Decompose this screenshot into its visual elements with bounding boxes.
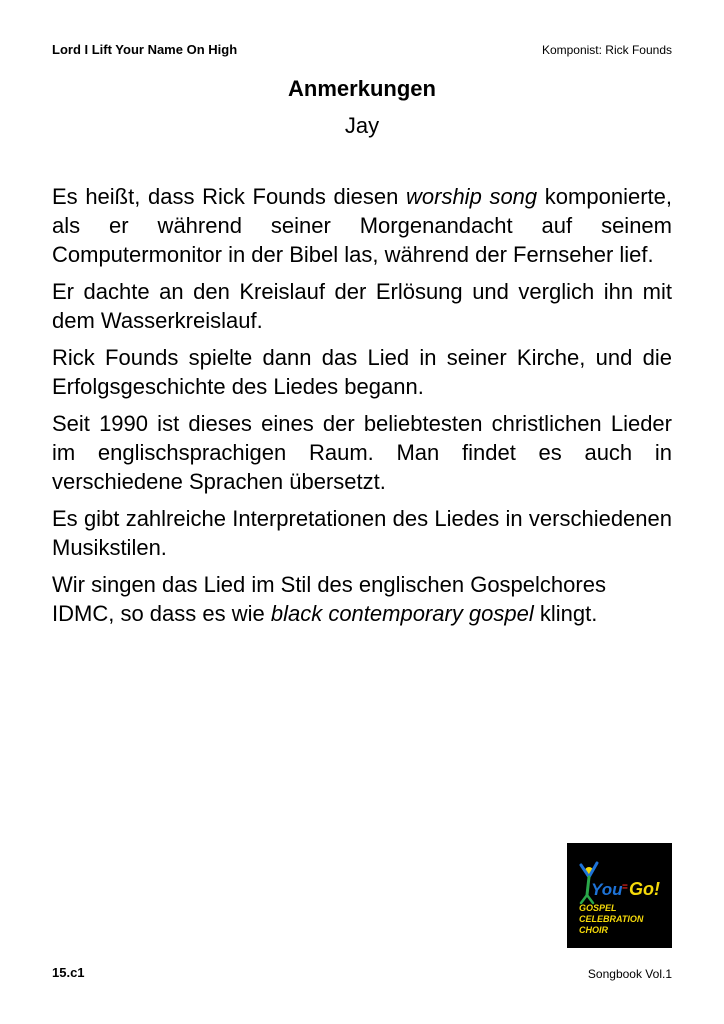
paragraph-5: Es gibt zahlreiche Interpretationen des Liedes in verschiedenen Musikstilen. <box>52 506 672 560</box>
svg-text:Go!: Go! <box>629 879 660 899</box>
svg-text:CELEBRATION: CELEBRATION <box>579 914 644 924</box>
svg-text:CHOIR: CHOIR <box>579 925 608 935</box>
author-name: Jay <box>344 113 380 138</box>
svg-text:GOSPEL: GOSPEL <box>579 903 617 913</box>
paragraph-6-emphasis: black contemporary gospel <box>270 601 534 626</box>
paragraph-4: Seit 1990 ist dieses eines der beliebtesten christlichen Lieder im englischsprachigen Raum. Man findet es auch in verschiedene Sprachen übersetzt. <box>52 411 672 494</box>
paragraph-2: Er dachte an den Kreislauf der Erlösung und verglich ihn mit dem Wasserkreislauf. <box>52 279 672 333</box>
logo-graphic <box>567 843 672 948</box>
song-title: Lord I Lift Your Name On High <box>52 42 238 57</box>
page-number: 15.c1 <box>52 965 85 980</box>
svg-text:=: = <box>622 882 628 893</box>
paragraph-6-text-a: Wir singen das Lied im Stil des englischen Gospelchores IDMC, so dass es wie <box>52 572 606 626</box>
paragraph-1-emphasis: worship song <box>406 184 538 209</box>
notes-body <box>52 182 672 636</box>
page-heading: Anmerkungen <box>288 76 436 101</box>
paragraph-6 <box>52 570 672 628</box>
songbook-label: Songbook Vol.1 <box>587 967 672 981</box>
gospel-choir-logo <box>567 843 672 948</box>
svg-text:You: You <box>591 880 623 899</box>
paragraph-3: Rick Founds spielte dann das Lied in seiner Kirche, und die Erfolgsgeschichte des Liedes begann. <box>52 345 672 399</box>
composer-credit: Komponist: Rick Founds <box>541 43 672 57</box>
paragraph-6-text-b: klingt. <box>533 601 598 626</box>
paragraph-1-text-b: komponierte, als er während seiner Morgenandacht auf seinem Computermonitor in der Bibel las, während der Fernseher lief. <box>52 184 672 267</box>
paragraph-1 <box>52 182 672 269</box>
paragraph-1-text-a: Es heißt, dass Rick Founds diesen <box>52 184 406 209</box>
